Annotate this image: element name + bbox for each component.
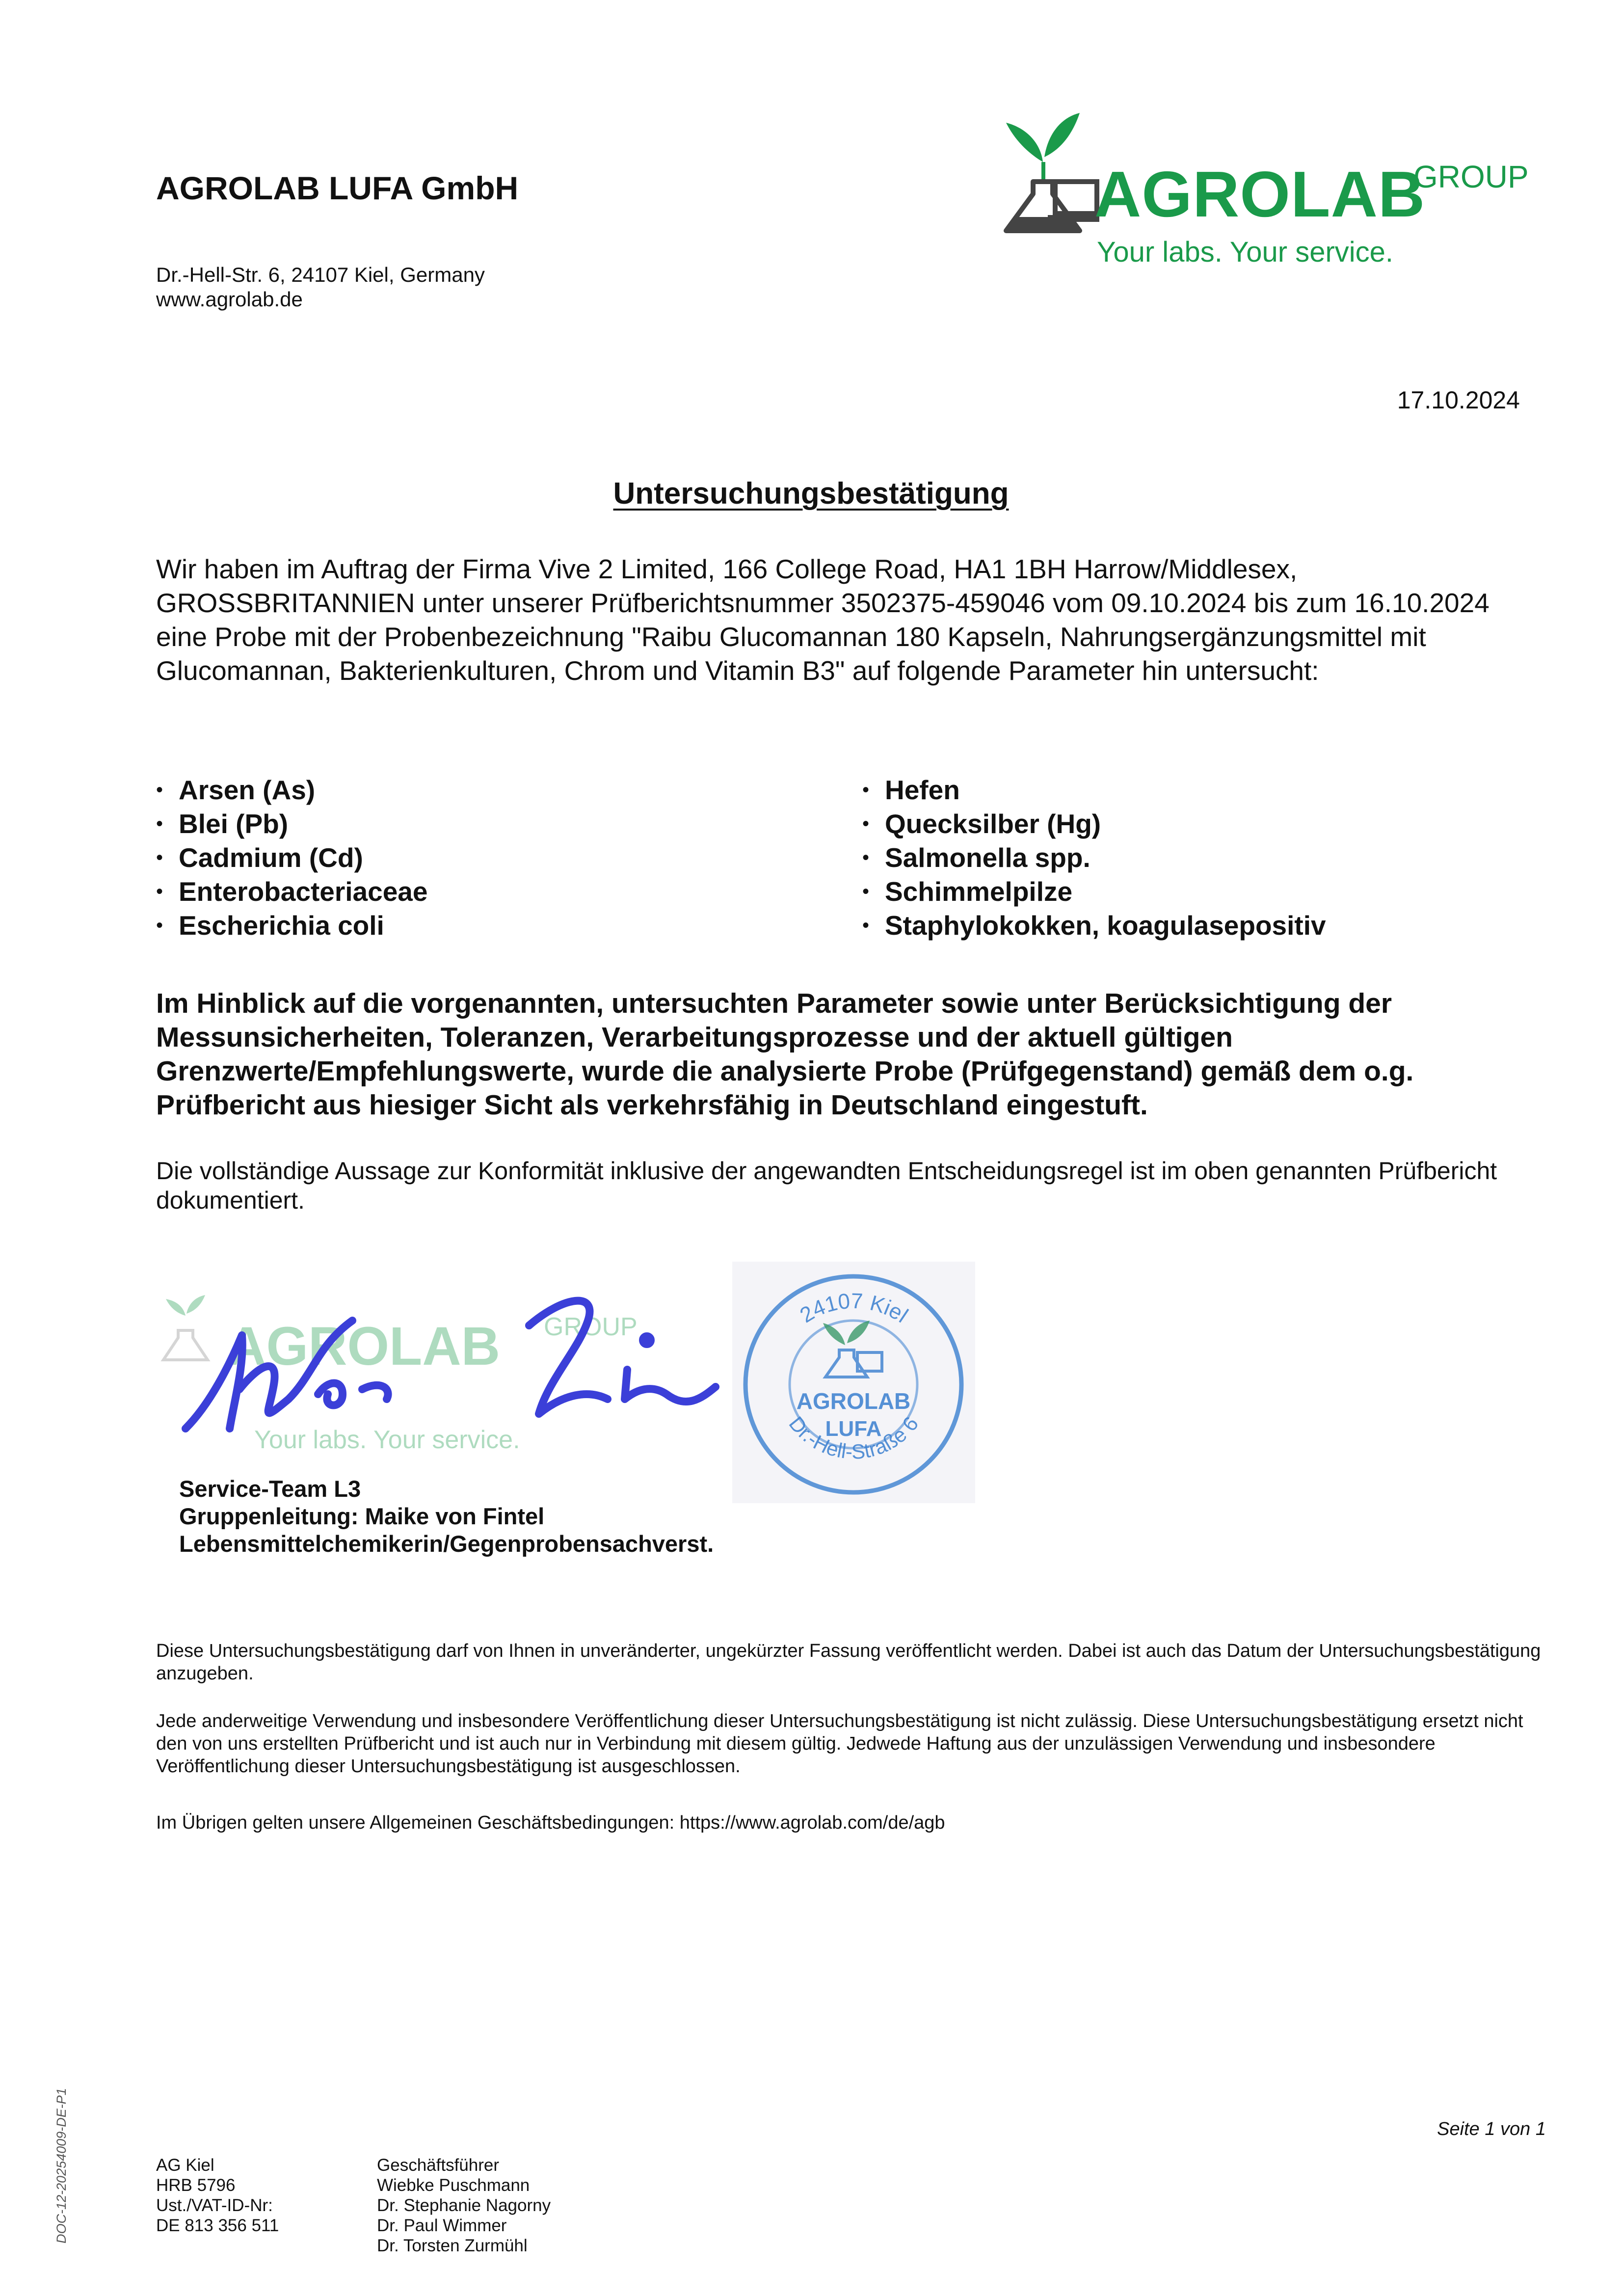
footer-line: AG Kiel [156,2156,214,2175]
stamp-seal [732,1262,975,1503]
bullet-icon: • [156,779,163,801]
watermark-group-text: GROUP [544,1313,638,1341]
website-line: www.agrolab.de [156,288,303,311]
watermark-tagline: Your labs. Your service. [254,1426,520,1454]
agrolab-logo [986,88,1541,275]
parameter-item: • Staphylokokken, koagulasepositiv [862,909,1549,943]
signer-role: Lebensmittelchemikerin/Gegenprobensachverst. [179,1531,714,1557]
disclaimer-terms: Im Übrigen gelten unsere Allgemeinen Geschäftsbedingungen: https://www.agrolab.com/de/agb [156,1812,945,1833]
bullet-icon: • [862,881,870,902]
svg-text:24107 Kiel [796,1289,912,1328]
parameter-item: • Schimmelpilze [862,875,1549,909]
flask-plant-icon [986,88,1099,236]
footer-registration [156,2155,279,2236]
parameter-item: • Enterobacteriaceae [156,875,843,909]
intro-paragraph: Wir haben im Auftrag der Firma Vive 2 Limited, 166 College Road, HA1 1BH Harrow/Middlesex, GROSSBRITANNIEN unter unserer Prüfberichtsnummer 3502375-459046 vom 09.10.2024 bis zum 16.10.2024 eine Probe mit der Probenbezeichnung "Raibu Glucomannan 180 Kapseln, Nahrungsergänzungsmittel mit Glucomannan, Bakterienkulturen, Chrom und Vitamin B3" auf folgende Parameter hin untersucht: [156,554,1489,686]
footer-line: DE 813 356 511 [156,2216,279,2235]
faded-logo-watermark [156,1267,720,1473]
document-title [0,479,1622,509]
address-line: Dr.-Hell-Str. 6, 24107 Kiel, Germany [156,263,485,286]
logo-group-text: GROUP [1413,159,1529,194]
footer-line: Geschäftsführer [377,2156,499,2175]
parameter-list-left [156,773,843,943]
footer-line: Wiebke Puschmann [377,2176,530,2195]
bullet-icon: • [862,813,870,835]
parameter-item: • Quecksilber (Hg) [862,807,1549,841]
title-text: Untersuchungsbestätigung [613,477,1009,511]
logo-wordmark: AGROLAB [1094,158,1426,230]
page-number: Seite 1 von 1 [1437,2119,1546,2139]
document-date: 17.10.2024 [1397,386,1520,414]
parameter-item: • Arsen (As) [156,773,843,807]
parameter-item: • Blei (Pb) [156,807,843,841]
conformity-statement: Im Hinblick auf die vorgenannten, untersuchten Parameter sowie unter Berücksichtigung der Messunsicherheiten, Toleranzen, Verarbeitungsprozesse und der aktuell gültigen Grenzwerte/Empfehlungswerte, wurde die analysierte Probe (Prüfgegenstand) gemäß dem o.g. Prüfbericht aus hiesiger Sicht als verkehrsfähig in Deutschland eingestuft. [156,988,1414,1121]
watermark-wordmark: AGROLAB [227,1316,501,1377]
stamp-logo-icon [823,1321,882,1377]
disclaimer-publication: Diese Untersuchungsbestätigung darf von Ihnen in unveränderter, ungekürzter Fassung veröffentlicht werden. Dabei ist auch das Datum der Untersuchungsbestätigung anzugeben. [156,1641,1541,1684]
parameter-list-right [862,773,1549,943]
company-name: AGROLAB LUFA GmbH [156,170,519,206]
signature-area [156,1267,720,1473]
stamp-line2: LUFA [825,1417,882,1441]
footer-line: Dr. Paul Wimmer [377,2216,507,2235]
document-id: DOC-12-20254009-DE-P1 [54,2088,69,2243]
footer-line: HRB 5796 [156,2176,236,2195]
bullet-icon: • [156,881,163,902]
signer-team: Service-Team L3 [179,1476,361,1502]
bullet-icon: • [156,847,163,868]
bullet-icon: • [156,813,163,835]
logo-tagline: Your labs. Your service. [1097,236,1394,268]
conformity-note: Die vollständige Aussage zur Konformität inklusive der angewandten Entscheidungsregel ist im oben genannten Prüfbericht dokumentiert. [156,1157,1497,1214]
footer-line: Dr. Stephanie Nagorny [377,2196,551,2215]
lab-stamp [732,1262,975,1503]
bullet-icon: • [862,915,870,936]
footer-line: Ust./VAT-ID-Nr: [156,2196,273,2215]
stamp-line1: AGROLAB [796,1388,911,1414]
footer-line: Dr. Torsten Zurmühl [377,2236,528,2255]
parameter-item: • Escherichia coli [156,909,843,943]
footer-management [377,2155,551,2256]
bullet-icon: • [862,779,870,801]
signer-lead: Gruppenleitung: Maike von Fintel [179,1503,545,1529]
parameter-item: • Cadmium (Cd) [156,841,843,875]
parameter-item: • Salmonella spp. [862,841,1549,875]
stamp-city-text: 24107 Kiel [796,1289,912,1328]
disclaimer-usage: Jede anderweitige Verwendung und insbesondere Veröffentlichung dieser Untersuchungsbestätigung ist nicht zulässig. Diese Untersuchungsbestätigung ersetzt nicht den von uns erstellten Prüfbericht und ist auch nur in Verbindung mit diesem gültig. Jedwede Haftung aus der unzulässigen Verwendung und insbesondere Veröffentlichung dieser Untersuchungsbestätigung ist ausgeschlossen. [156,1711,1523,1777]
company-address [156,263,485,312]
bullet-icon: • [862,847,870,868]
bullet-icon: • [156,915,163,936]
signer-block [179,1475,714,1558]
parameter-item: • Hefen [862,773,1549,807]
stamp-street-text: Dr.-Hell-Straße 6 [784,1412,923,1464]
